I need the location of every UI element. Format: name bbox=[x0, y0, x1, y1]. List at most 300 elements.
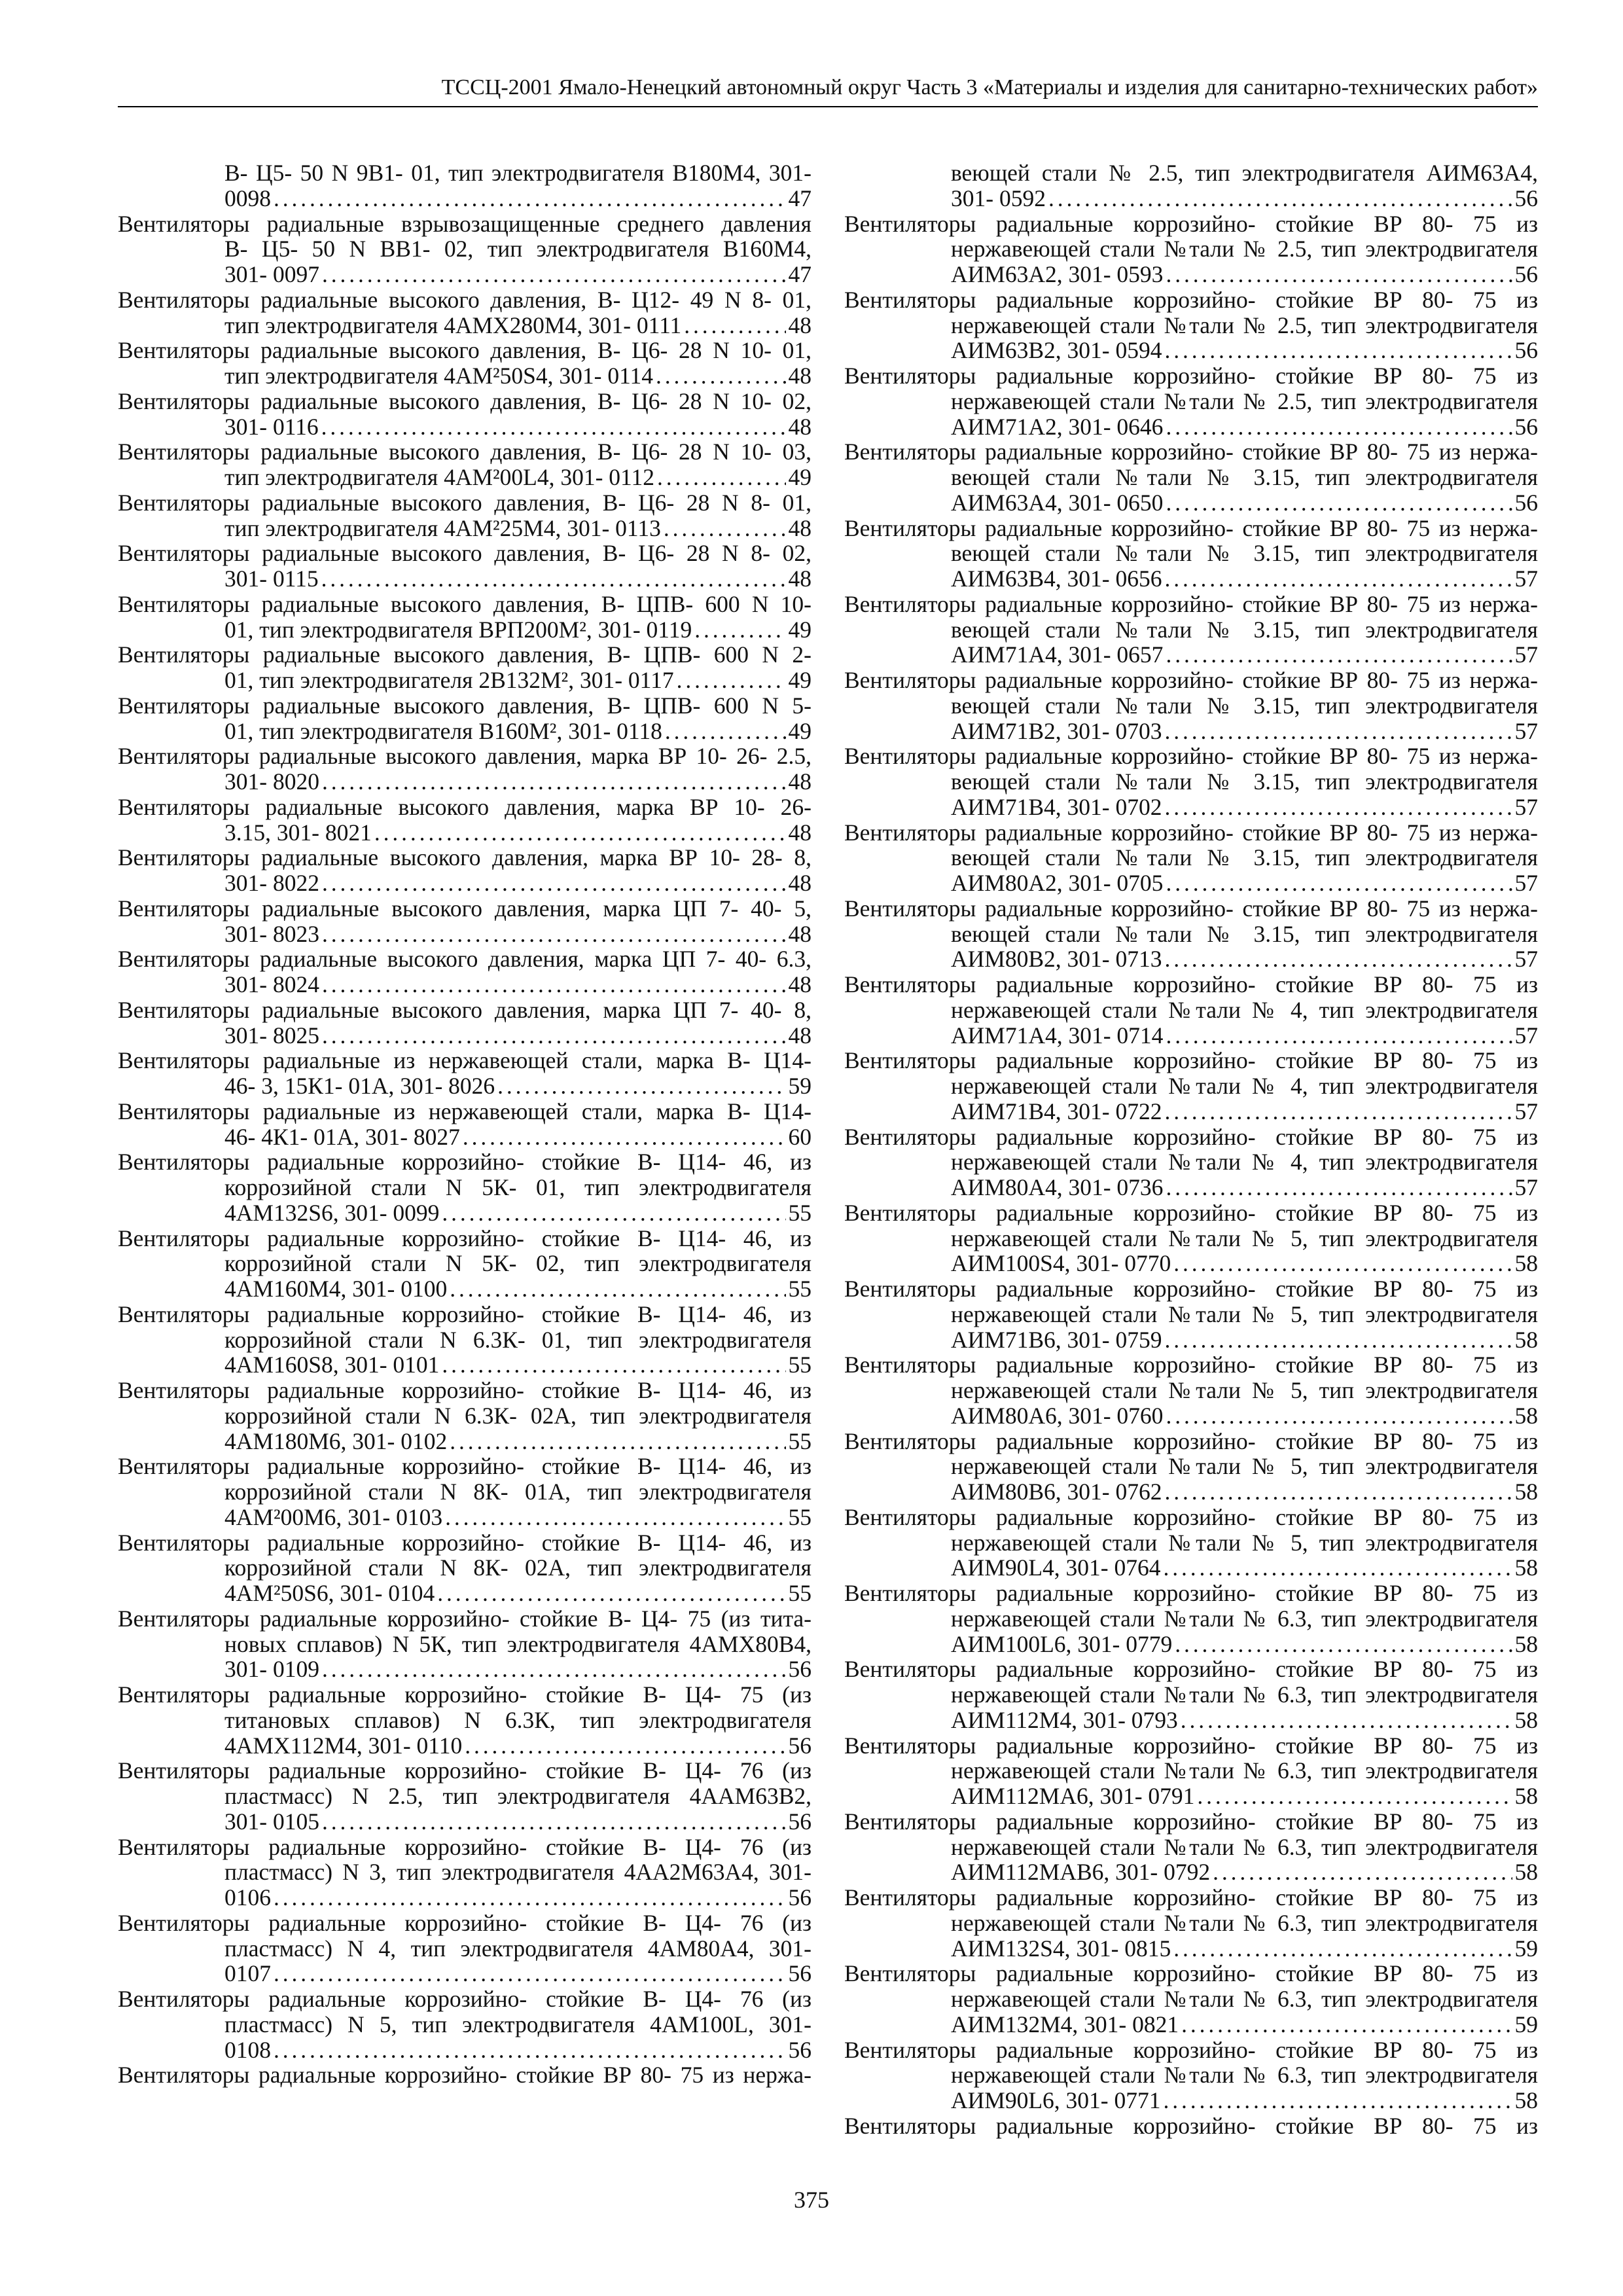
dot-leader bbox=[1163, 2088, 1512, 2113]
dot-leader bbox=[442, 1200, 785, 1226]
index-entry-leader-line bbox=[844, 870, 1538, 896]
index-entry-tail: АИМ71А4, 301- 0657 bbox=[951, 641, 1164, 668]
index-entry-page: 56 bbox=[788, 1960, 812, 1987]
index-entry-page: 48 bbox=[788, 565, 812, 592]
index-entry-tail: АИМ100L6, 301- 0779 bbox=[951, 1630, 1173, 1657]
index-entry bbox=[118, 1910, 812, 1986]
index-entry bbox=[118, 845, 812, 896]
index-entry-page: 48 bbox=[788, 768, 812, 795]
index-entry-page: 58 bbox=[1514, 1554, 1538, 1581]
index-entry-page: 59 bbox=[1514, 2011, 1538, 2037]
index-entry-page: 47 bbox=[788, 261, 812, 287]
index-entry-page: 49 bbox=[788, 464, 812, 490]
index-entry bbox=[844, 896, 1538, 972]
dot-leader bbox=[664, 516, 786, 541]
index-entry-tail: 301- 8023 bbox=[224, 920, 319, 947]
dot-leader bbox=[1166, 1023, 1512, 1049]
index-entry-leader-line bbox=[844, 2012, 1538, 2037]
index-entry-tail: 301- 0115 bbox=[224, 565, 319, 592]
dot-leader bbox=[374, 820, 786, 846]
index-entry-leader-line bbox=[118, 1023, 812, 1049]
index-entry-tail: АИМ71В4, 301- 0702 bbox=[951, 793, 1162, 820]
dot-leader bbox=[1164, 566, 1512, 592]
index-entry-leader-line bbox=[118, 465, 812, 490]
index-entry-line: Вентиляторы радиальные коррозийно- стойкие ВР 80- 75 из bbox=[844, 1427, 1538, 1454]
dot-leader bbox=[437, 1581, 785, 1606]
index-entry bbox=[844, 1276, 1538, 1352]
index-entry-leader-line bbox=[118, 414, 812, 440]
index-entry bbox=[118, 592, 812, 643]
page-header bbox=[118, 73, 1538, 107]
dot-leader bbox=[442, 1352, 785, 1378]
index-entry-line: Вентиляторы радиальные коррозийно- стойкие ВР 80- 75 из bbox=[844, 1352, 1538, 1378]
index-entry-line: нержавеющей стали №тали № 6.3, тип электродвигателя bbox=[951, 1833, 1538, 1860]
index-entry-page: 55 bbox=[788, 1352, 812, 1378]
index-entry-line: нержавеющей стали №тали № 6.3, тип электродвигателя bbox=[951, 1605, 1538, 1632]
index-entry-line: Вентиляторы радиальные высокого давления, марка ВР 10- 26- 2.5, bbox=[118, 743, 812, 770]
index-entry-line: нержавеющей стали №тали № 6.3, тип электродвигателя bbox=[951, 1681, 1538, 1708]
index-entry bbox=[844, 2113, 1538, 2139]
index-entry bbox=[118, 1530, 812, 1606]
index-entry bbox=[118, 1682, 812, 1758]
index-entry-page: 48 bbox=[788, 971, 812, 997]
index-entry-line: Вентиляторы радиальные высокого давления, В- Ц12- 49 N 8- 01, bbox=[118, 286, 812, 313]
index-entry-line: Вентиляторы радиальные коррозийно- стойкие ВР 80- 75 из bbox=[844, 2036, 1538, 2063]
index-entry-line: коррозийной стали N 8К- 02А, тип электродвигателя bbox=[224, 1554, 812, 1581]
index-entry-tail: АИМ80А6, 301- 0760 bbox=[951, 1402, 1164, 1429]
index-entry-leader-line bbox=[844, 262, 1538, 287]
index-entry-tail: АИМ71А2, 301- 0646 bbox=[951, 413, 1164, 440]
index-entry-tail: АИМ71В6, 301- 0759 bbox=[951, 1326, 1162, 1353]
index-entry-line: Вентиляторы радиальные коррозийно- стойкие ВР 80- 75 из bbox=[844, 1960, 1538, 1987]
index-entry bbox=[844, 211, 1538, 287]
index-entry-leader-line bbox=[844, 1023, 1538, 1049]
index-entry bbox=[118, 160, 812, 211]
index-entry-tail: АИМ90L6, 301- 0771 bbox=[951, 2087, 1161, 2113]
index-entry-leader-line bbox=[118, 1200, 812, 1226]
index-entry bbox=[118, 1099, 812, 1150]
index-entry-line: Вентиляторы радиальные коррозийно- стойкие ВР 80- 75 из нержа- bbox=[844, 667, 1538, 693]
index-entry-leader-line bbox=[844, 795, 1538, 820]
index-entry-tail: 01, тип электродвигателя В160М², 301- 0118 bbox=[224, 717, 662, 744]
index-entry-leader-line bbox=[118, 262, 812, 287]
index-entry-line: коррозийной стали N 6.3К- 01, тип электродвигателя bbox=[224, 1326, 812, 1353]
index-entry-page: 56 bbox=[788, 1808, 812, 1835]
index-entry-leader-line bbox=[118, 1733, 812, 1759]
index-entry-leader-line bbox=[844, 1479, 1538, 1505]
index-entry-leader-line bbox=[844, 642, 1538, 668]
index-entry-line: нержавеющей стали №тали № 2.5, тип электродвигателя bbox=[951, 236, 1538, 262]
index-entry bbox=[844, 1124, 1538, 1200]
index-entry-line: Вентиляторы радиальные высокого давления, В- ЦПВ- 600 N 10- bbox=[118, 590, 812, 617]
index-entry-tail: тип электродвигателя 4АМ²00L4, 301- 0112 bbox=[224, 464, 654, 490]
index-entry-line: Вентиляторы радиальные высокого давления, В- Ц6- 28 N 8- 02, bbox=[118, 540, 812, 567]
index-entry bbox=[844, 1809, 1538, 1885]
index-entry bbox=[844, 160, 1538, 211]
index-entry-line: Вентиляторы радиальные коррозийно- стойкие ВР 80- 75 из нержа- bbox=[118, 2062, 812, 2089]
index-entry-line: Вентиляторы радиальные коррозийно- стойкие ВР 80- 75 из нержа- bbox=[844, 514, 1538, 541]
index-entry-tail: АИМ80А4, 301- 0736 bbox=[951, 1174, 1164, 1200]
dot-leader bbox=[322, 870, 786, 896]
index-entry-line: Вентиляторы радиальные высокого давления, В- Ц6- 28 N 10- 03, bbox=[118, 439, 812, 465]
index-entry-leader-line bbox=[844, 414, 1538, 440]
index-entry-line: веющей стали №тали № 3.15, тип электродвигателя bbox=[951, 920, 1538, 947]
index-entry-leader-line bbox=[118, 668, 812, 693]
index-entry-tail: 301- 8024 bbox=[224, 971, 319, 997]
index-entry bbox=[844, 592, 1538, 668]
index-entry-page: 57 bbox=[1514, 565, 1538, 592]
index-entry-tail: АИМ112МА6, 301- 0791 bbox=[951, 1783, 1195, 1809]
index-entry-page: 57 bbox=[1514, 946, 1538, 973]
index-entry-tail: 301- 8025 bbox=[224, 1022, 319, 1049]
dot-leader bbox=[322, 262, 786, 287]
index-entry bbox=[118, 490, 812, 541]
index-entry-page: 55 bbox=[788, 1427, 812, 1454]
index-entry bbox=[118, 211, 812, 287]
index-entry bbox=[118, 946, 812, 997]
dot-leader bbox=[321, 414, 786, 440]
dot-leader bbox=[1166, 490, 1512, 516]
index-entry-tail: АИМ71А4, 301- 0714 bbox=[951, 1022, 1164, 1049]
index-entry-line: Вентиляторы радиальные коррозийно- стойкие ВР 80- 75 из нержа- bbox=[844, 819, 1538, 846]
index-entry bbox=[118, 1226, 812, 1302]
index-entry-leader-line bbox=[118, 1885, 812, 1910]
index-entry-line: Вентиляторы радиальные коррозийно- стойкие ВР 80- 75 из нержа- bbox=[844, 743, 1538, 770]
index-entry-line: Вентиляторы радиальные коррозийно- стойкие ВР 80- 75 из bbox=[844, 1732, 1538, 1759]
index-entry-line: Вентиляторы радиальные коррозийно- стойкие ВР 80- 75 из bbox=[844, 286, 1538, 313]
index-entry-line: Вентиляторы радиальные коррозийно- стойкие В- Ц14- 46, из bbox=[118, 1453, 812, 1480]
dot-leader bbox=[1164, 1479, 1512, 1505]
index-entry-line: Вентиляторы радиальные высокого давления, В- Ц6- 28 N 10- 02, bbox=[118, 387, 812, 414]
index-entry-leader-line bbox=[844, 1175, 1538, 1200]
index-entry-line: Вентиляторы радиальные коррозийно- стойкие В- Ц4- 76 (из bbox=[118, 1833, 812, 1860]
index-entry-page: 58 bbox=[1514, 1326, 1538, 1353]
index-entry-tail: 01, тип электродвигателя 2В132М², 301- 0117 bbox=[224, 667, 674, 693]
dot-leader bbox=[1175, 1632, 1512, 1657]
index-entry bbox=[118, 1454, 812, 1530]
index-entry-line: Вентиляторы радиальные взрывозащищенные среднего давления bbox=[118, 210, 812, 237]
index-entry-line: Вентиляторы радиальные коррозийно- стойкие В- Ц14- 46, из bbox=[118, 1300, 812, 1327]
index-entry-leader-line bbox=[118, 719, 812, 744]
dot-leader bbox=[322, 1023, 786, 1049]
index-entry-line: Вентиляторы радиальные коррозийно- стойкие В- Ц4- 76 (из bbox=[118, 1986, 812, 2012]
index-entry-page: 48 bbox=[788, 363, 812, 389]
index-entry bbox=[844, 439, 1538, 515]
index-entry-line: пластмасс) N 4, тип электродвигателя 4АМ80А4, 301- bbox=[224, 1935, 812, 1962]
index-entry-line: веющей стали №тали № 3.15, тип электродвигателя bbox=[951, 768, 1538, 795]
index-entry-page: 48 bbox=[788, 312, 812, 338]
index-entry-line: Вентиляторы радиальные коррозийно- стойкие В- Ц14- 46, из bbox=[118, 1377, 812, 1403]
index-entry bbox=[118, 896, 812, 947]
index-entry-line: Вентиляторы радиальные высокого давления, марка ВР 10- 26- bbox=[118, 793, 812, 820]
index-entry-line: Вентиляторы радиальные коррозийно- стойкие ВР 80- 75 из bbox=[844, 1123, 1538, 1150]
index-entry bbox=[844, 1352, 1538, 1428]
index-entry-leader-line bbox=[118, 363, 812, 389]
dot-leader bbox=[1166, 870, 1512, 896]
index-entry-leader-line bbox=[844, 1784, 1538, 1809]
index-entry-leader-line bbox=[844, 719, 1538, 744]
index-entry-line: веющей стали №тали № 3.15, тип электродвигателя bbox=[951, 616, 1538, 643]
index-entry-line: Вентиляторы радиальные высокого давления, В- Ц6- 28 N 10- 01, bbox=[118, 337, 812, 364]
index-entry-leader-line bbox=[844, 1251, 1538, 1276]
index-entry-leader-line bbox=[118, 2037, 812, 2063]
index-entry-tail: АИМ112МАВ6, 301- 0792 bbox=[951, 1859, 1211, 1886]
index-entry-leader-line bbox=[118, 566, 812, 592]
index-entry-page: 49 bbox=[788, 667, 812, 693]
index-entry-tail: 301- 0105 bbox=[224, 1808, 319, 1835]
index-entry-leader-line bbox=[844, 490, 1538, 516]
index-entry-leader-line bbox=[118, 820, 812, 846]
index-column-left bbox=[118, 160, 812, 2088]
index-entry-tail: 0098 bbox=[224, 185, 271, 211]
index-entry-line: Вентиляторы радиальные коррозийно- стойкие ВР 80- 75 из bbox=[844, 363, 1538, 389]
index-entry-line: веющей стали №тали № 3.15, тип электродвигателя bbox=[951, 692, 1538, 719]
dot-leader bbox=[656, 363, 785, 389]
index-entry-tail: 0107 bbox=[224, 1960, 271, 1987]
index-entry-page: 57 bbox=[1514, 793, 1538, 820]
index-entry bbox=[118, 287, 812, 338]
index-entry-line: Вентиляторы радиальные коррозийно- стойкие ВР 80- 75 из bbox=[844, 210, 1538, 237]
index-entry-page: 48 bbox=[788, 920, 812, 947]
index-entry-tail: АИМ71В4, 301- 0722 bbox=[951, 1098, 1162, 1124]
index-entry bbox=[118, 1149, 812, 1225]
index-entry-page: 57 bbox=[1514, 1174, 1538, 1200]
index-entry-page: 55 bbox=[788, 1580, 812, 1606]
index-entry-tail: 301- 0592 bbox=[951, 185, 1046, 211]
index-entry-leader-line bbox=[844, 1099, 1538, 1124]
dot-leader bbox=[465, 1733, 785, 1759]
index-entry bbox=[844, 1429, 1538, 1505]
index-column-right bbox=[844, 160, 1538, 2139]
index-entry bbox=[118, 439, 812, 490]
index-entry bbox=[118, 389, 812, 440]
index-entry-page: 57 bbox=[1514, 870, 1538, 896]
index-entry-line: Вентиляторы радиальные коррозийно- стойкие ВР 80- 75 из bbox=[844, 971, 1538, 997]
index-entry-leader-line bbox=[118, 1581, 812, 1606]
dot-leader bbox=[1173, 1251, 1512, 1276]
index-entry-line: Вентиляторы радиальные высокого давления, В- Ц6- 28 N 8- 01, bbox=[118, 489, 812, 516]
index-entry-tail: АИМ100S4, 301- 0770 bbox=[951, 1250, 1171, 1277]
index-entry-line: нержавеющей стали №тали № 6.3, тип электродвигателя bbox=[951, 1757, 1538, 1784]
dot-leader bbox=[322, 1657, 786, 1682]
dot-leader bbox=[274, 186, 786, 211]
index-entry-tail: АИМ112М4, 301- 0793 bbox=[951, 1706, 1178, 1733]
index-entry-line: коррозийной стали N 6.3К- 02А, тип электродвигателя bbox=[224, 1402, 812, 1429]
index-entry-page: 58 bbox=[1514, 1402, 1538, 1429]
index-entry-tail: 301- 8022 bbox=[224, 870, 319, 896]
dot-leader bbox=[274, 2037, 786, 2063]
index-entry-page: 56 bbox=[788, 2036, 812, 2063]
dot-leader bbox=[274, 1961, 786, 1986]
index-entry-line: новых сплавов) N 5К, тип электродвигателя 4АМХ80В4, bbox=[224, 1630, 812, 1657]
index-entry-leader-line bbox=[844, 1859, 1538, 1885]
dot-leader bbox=[1166, 1403, 1512, 1429]
index-entry-leader-line bbox=[118, 1657, 812, 1682]
index-entry-leader-line bbox=[844, 1936, 1538, 1962]
index-entry-tail: АИМ132S4, 301- 0815 bbox=[951, 1935, 1171, 1962]
dot-leader bbox=[1163, 1555, 1512, 1581]
index-entry-page: 56 bbox=[1514, 489, 1538, 516]
index-entry bbox=[118, 338, 812, 389]
index-entry-page: 48 bbox=[788, 413, 812, 440]
index-entry bbox=[844, 2037, 1538, 2113]
index-entry-tail: 4АМ160S8, 301- 0101 bbox=[224, 1352, 440, 1378]
index-entry-leader-line bbox=[118, 516, 812, 541]
index-entry bbox=[844, 972, 1538, 1048]
index-entry-line: нержавеющей стали №тали № 6.3, тип электродвигателя bbox=[951, 2062, 1538, 2089]
index-entry-page: 59 bbox=[788, 1073, 812, 1099]
index-entry-line: Вентиляторы радиальные высокого давления, марка ЦП 7- 40- 8, bbox=[118, 996, 812, 1023]
index-entry-line: Вентиляторы радиальные коррозийно- стойкие ВР 80- 75 из bbox=[844, 1580, 1538, 1606]
dot-leader bbox=[1197, 1784, 1512, 1809]
index-entry-leader-line bbox=[118, 1352, 812, 1378]
index-entry-page: 48 bbox=[788, 870, 812, 896]
index-entry-leader-line bbox=[118, 186, 812, 211]
index-entry-tail: 01, тип электродвигателя ВРП200М², 301- 0119 bbox=[224, 616, 692, 643]
index-entry bbox=[118, 1048, 812, 1099]
index-entry-tail: 46- 4К1- 01А, 301- 8027 bbox=[224, 1123, 460, 1150]
index-entry-line: Вентиляторы радиальные коррозийно- стойкие ВР 80- 75 из bbox=[844, 1503, 1538, 1530]
index-entry bbox=[118, 997, 812, 1049]
index-entry-tail: 301- 0116 bbox=[224, 413, 319, 440]
index-entry-page: 56 bbox=[788, 1656, 812, 1683]
dot-leader bbox=[1048, 186, 1512, 211]
index-entry-leader-line bbox=[844, 1327, 1538, 1353]
index-entry-line: Вентиляторы радиальные высокого давления, марка ЦП 7- 40- 6.3, bbox=[118, 946, 812, 973]
dot-leader bbox=[1213, 1859, 1512, 1885]
index-entry-tail: тип электродвигателя 4АМХ280М4, 301- 0111 bbox=[224, 312, 682, 338]
index-entry-page: 56 bbox=[788, 1884, 812, 1910]
index-entry bbox=[844, 1048, 1538, 1124]
index-entry-leader-line bbox=[844, 1632, 1538, 1657]
index-entry bbox=[844, 744, 1538, 819]
index-entry bbox=[118, 1758, 812, 1834]
index-entry-line: Вентиляторы радиальные коррозийно- стойкие ВР 80- 75 из bbox=[844, 1199, 1538, 1226]
index-entry bbox=[118, 1835, 812, 1910]
index-entry-page: 47 bbox=[788, 185, 812, 211]
index-entry-leader-line bbox=[118, 617, 812, 643]
dot-leader bbox=[274, 1885, 786, 1910]
index-entry-tail: 0106 bbox=[224, 1884, 271, 1910]
index-entry-page: 55 bbox=[788, 1276, 812, 1302]
index-entry-page: 58 bbox=[1514, 1630, 1538, 1657]
index-entry-tail: 4АМ180М6, 301- 0102 bbox=[224, 1427, 448, 1454]
index-entry bbox=[844, 1200, 1538, 1276]
index-entry-tail: 4АМ²50S6, 301- 0104 bbox=[224, 1580, 435, 1606]
index-entry-line: Вентиляторы радиальные высокого давления, марка ВР 10- 28- 8, bbox=[118, 844, 812, 871]
index-entry bbox=[118, 744, 812, 795]
index-entry-page: 60 bbox=[788, 1123, 812, 1150]
index-entry-tail: АИМ80В2, 301- 0713 bbox=[951, 946, 1162, 973]
index-entry-leader-line bbox=[118, 313, 812, 338]
index-entry bbox=[118, 541, 812, 592]
index-entry-line: нержавеющей стали №тали № 2.5, тип электродвигателя bbox=[951, 387, 1538, 414]
index-entry-line: пластмасс) N 5, тип электродвигателя 4АМ100L, 301- bbox=[224, 2011, 812, 2037]
index-entry bbox=[844, 1657, 1538, 1732]
index-entry-tail: 4АМ160М4, 301- 0100 bbox=[224, 1276, 448, 1302]
dot-leader bbox=[657, 465, 786, 490]
index-entry-line: Вентиляторы радиальные коррозийно- стойкие ВР 80- 75 из нержа- bbox=[844, 895, 1538, 922]
index-entry bbox=[844, 1961, 1538, 2037]
index-entry-tail: 3.15, 301- 8021 bbox=[224, 819, 372, 846]
index-entry-line: коррозийной стали N 8К- 01А, тип электродвигателя bbox=[224, 1479, 812, 1505]
index-entry-page: 48 bbox=[788, 514, 812, 541]
index-entry-page: 58 bbox=[1514, 1479, 1538, 1505]
index-entry-line: Вентиляторы радиальные коррозийно- стойкие В- Ц14- 46, из bbox=[118, 1529, 812, 1556]
dot-leader bbox=[1164, 338, 1512, 363]
index-entry-line: Вентиляторы радиальные коррозийно- стойкие ВР 80- 75 из bbox=[844, 1884, 1538, 1910]
index-entry-leader-line bbox=[118, 769, 812, 795]
index-entry-line: Вентиляторы радиальные коррозийно- стойкие ВР 80- 75 из bbox=[844, 1047, 1538, 1074]
index-entry-page: 57 bbox=[1514, 717, 1538, 744]
index-entry-tail: 4АМ²00М6, 301- 0103 bbox=[224, 1503, 443, 1530]
index-entry-line: Вентиляторы радиальные коррозийно- стойкие В- Ц14- 46, из bbox=[118, 1225, 812, 1251]
index-entry-leader-line bbox=[118, 1073, 812, 1099]
index-entry-leader-line bbox=[844, 1555, 1538, 1581]
index-entry bbox=[118, 2062, 812, 2088]
index-entry-leader-line bbox=[118, 1961, 812, 1986]
index-entry-leader-line bbox=[844, 338, 1538, 363]
index-entry bbox=[118, 1986, 812, 2062]
index-entry-line: Вентиляторы радиальные высокого давления, В- ЦПВ- 600 N 2- bbox=[118, 641, 812, 668]
index-entry-line: Вентиляторы радиальные из нержавеющей стали, марка В- Ц14- bbox=[118, 1098, 812, 1124]
index-entry-tail: 4АМХ112М4, 301- 0110 bbox=[224, 1732, 463, 1759]
index-entry-line: Вентиляторы радиальные высокого давления, В- ЦПВ- 600 N 5- bbox=[118, 692, 812, 719]
index-entry-line: Вентиляторы радиальные коррозийно- стойкие ВР 80- 75 из bbox=[844, 1808, 1538, 1835]
index-entry-line: Вентиляторы радиальные коррозийно- стойкие В- Ц4- 76 (из bbox=[118, 1909, 812, 1936]
dot-leader bbox=[677, 668, 786, 693]
index-entry-page: 49 bbox=[788, 717, 812, 744]
index-entry-line: Вентиляторы радиальные из нержавеющей стали, марка В- Ц14- bbox=[118, 1047, 812, 1074]
index-entry-tail: АИМ132М4, 301- 0821 bbox=[951, 2011, 1179, 2037]
index-entry-leader-line bbox=[118, 1429, 812, 1454]
index-entry-tail: 46- 3, 15К1- 01А, 301- 8026 bbox=[224, 1073, 495, 1099]
index-entry-tail: тип электродвигателя 4АМ²25М4, 301- 0113 bbox=[224, 514, 661, 541]
index-entry-tail: АИМ90L4, 301- 0764 bbox=[951, 1554, 1161, 1581]
page-number: 375 bbox=[794, 2187, 829, 2213]
index-entry-line: нержавеющей стали №тали № 5, тип электродвигателя bbox=[951, 1300, 1538, 1327]
index-entry-line: Вентиляторы радиальные коррозийно- стойкие ВР 80- 75 из нержа- bbox=[844, 439, 1538, 465]
index-entry-leader-line bbox=[844, 1708, 1538, 1733]
index-entry-page: 58 bbox=[1514, 2087, 1538, 2113]
dot-leader bbox=[322, 922, 786, 947]
index-entry bbox=[118, 1302, 812, 1378]
dot-leader bbox=[1166, 262, 1512, 287]
index-entry-line: нержавеющей стали №тали № 6.3, тип электродвигателя bbox=[951, 1909, 1538, 1936]
index-entry-page: 48 bbox=[788, 819, 812, 846]
dot-leader bbox=[1166, 642, 1512, 668]
index-entry bbox=[844, 1505, 1538, 1581]
index-entry-tail: 301- 0109 bbox=[224, 1656, 319, 1683]
index-entry-tail: 0108 bbox=[224, 2036, 271, 2063]
index-entry bbox=[118, 693, 812, 744]
dot-leader bbox=[1181, 2012, 1512, 2037]
dot-leader bbox=[450, 1429, 785, 1454]
index-entry-page: 48 bbox=[788, 1022, 812, 1049]
index-entry-line: В- Ц5- 50 N ВВ1- 02, тип электродвигателя В160М4, bbox=[224, 236, 812, 262]
dot-leader bbox=[322, 1809, 786, 1835]
index-entry-tail: 301- 8020 bbox=[224, 768, 319, 795]
index-entry-line: веющей стали №тали № 3.15, тип электродвигателя bbox=[951, 844, 1538, 871]
index-entry-leader-line bbox=[844, 566, 1538, 592]
index-entry-page: 58 bbox=[1514, 1250, 1538, 1277]
index-entry-line: нержавеющей стали №тали № 4, тип электродвигателя bbox=[951, 996, 1538, 1023]
dot-leader bbox=[321, 566, 786, 592]
index-entry-leader-line bbox=[844, 186, 1538, 211]
index-entry-line: пластмасс) N 2.5, тип электродвигателя 4ААМ63В2, bbox=[224, 1783, 812, 1809]
index-entry-line: Вентиляторы радиальные коррозийно- стойкие В- Ц14- 46, из bbox=[118, 1149, 812, 1175]
index-entry bbox=[118, 1606, 812, 1682]
